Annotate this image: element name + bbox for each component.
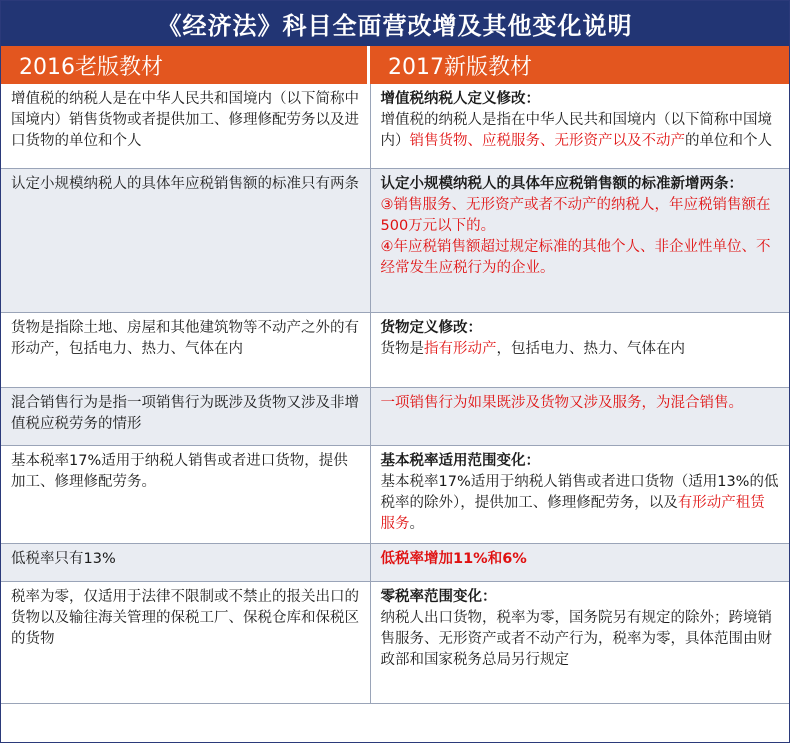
table-row bbox=[1, 445, 789, 543]
new-heading: 增值税纳税人定义修改： bbox=[380, 91, 540, 107]
new-cell bbox=[370, 543, 789, 581]
table-row bbox=[1, 543, 789, 581]
new-heading: 货物定义修改： bbox=[380, 319, 482, 336]
new-highlight: 一项销售行为如果既涉及货物又涉及服务，为混合销售。 bbox=[380, 394, 743, 411]
new-text: 基本税率17%适用于纳税人销售或者进口货物（适用13%的低税率的除外），提供加工、修理修配劳务，以及 bbox=[380, 473, 779, 511]
new-text: 的单位和个人 bbox=[685, 133, 772, 149]
new-text: 增值税的纳税人是指在中华人民共和国境内（以下简称中国境内） bbox=[380, 112, 772, 149]
header-2016-old-edition: 2016老版教材 bbox=[1, 46, 370, 84]
new-item-3: ③销售服务、无形资产或者不动产的纳税人，年应税销售额在500万元以下的。 bbox=[380, 196, 771, 234]
table-row bbox=[1, 312, 789, 387]
new-text: 货物是 bbox=[380, 340, 424, 357]
new-highlight: 指有形动产 bbox=[424, 340, 497, 357]
page-title: 《经济法》科目全面营改增及其他变化说明 bbox=[1, 1, 789, 46]
new-heading: 认定小规模纳税人的具体年应税销售额的标准新增两条： bbox=[380, 175, 743, 192]
new-text: ，包括电力、热力、气体在内 bbox=[496, 340, 685, 357]
new-text: 纳税人出口货物，税率为零，国务院另有规定的除外；跨境销售服务、无形资产或者不动产行为，税率为零，具体范围由财政部和国家税务总局另行规定 bbox=[380, 609, 772, 668]
new-text: 。 bbox=[409, 515, 424, 532]
new-highlight: 销售货物、应税服务、无形资产以及不动产 bbox=[409, 133, 685, 149]
table-row bbox=[1, 84, 789, 168]
old-cell: 基本税率17%适用于纳税人销售或者进口货物，提供加工、修理修配劳务。 bbox=[1, 445, 370, 543]
new-cell bbox=[370, 168, 789, 312]
new-item-4: ④年应税销售额超过规定标准的其他个人、非企业性单位、不经常发生应税行为的企业。 bbox=[380, 238, 771, 276]
old-cell: 混合销售行为是指一项销售行为既涉及货物又涉及非增值税应税劳务的情形 bbox=[1, 387, 370, 445]
old-cell: 货物是指除土地、房屋和其他建筑物等不动产之外的有形动产，包括电力、热力、气体在内 bbox=[1, 312, 370, 387]
old-cell: 认定小规模纳税人的具体年应税销售额的标准只有两条 bbox=[1, 168, 370, 312]
new-heading: 基本税率适用范围变化： bbox=[380, 452, 540, 469]
old-cell: 增值税的纳税人是在中华人民共和国境内（以下简称中国境内）销售货物或者提供加工、修理修配劳务以及进口货物的单位和个人 bbox=[1, 84, 370, 168]
new-cell bbox=[370, 84, 789, 168]
table-header bbox=[1, 46, 789, 84]
table-row bbox=[1, 581, 789, 703]
new-highlight: 低税率增加11%和6% bbox=[380, 550, 527, 567]
new-cell bbox=[370, 312, 789, 387]
new-highlight: 有形动产租赁服务 bbox=[380, 494, 765, 532]
new-cell bbox=[370, 445, 789, 543]
comparison-table bbox=[1, 84, 789, 704]
table-row bbox=[1, 387, 789, 445]
new-heading: 零税率范围变化： bbox=[380, 588, 497, 605]
table-row bbox=[1, 168, 789, 312]
old-cell: 税率为零，仅适用于法律不限制或不禁止的报关出口的货物以及输往海关管理的保税工厂、保税仓库和保税区的货物 bbox=[1, 581, 370, 703]
header-2017-new-edition: 2017新版教材 bbox=[388, 54, 532, 80]
old-cell: 低税率只有13% bbox=[1, 543, 370, 581]
new-cell bbox=[370, 581, 789, 703]
new-cell bbox=[370, 387, 789, 445]
